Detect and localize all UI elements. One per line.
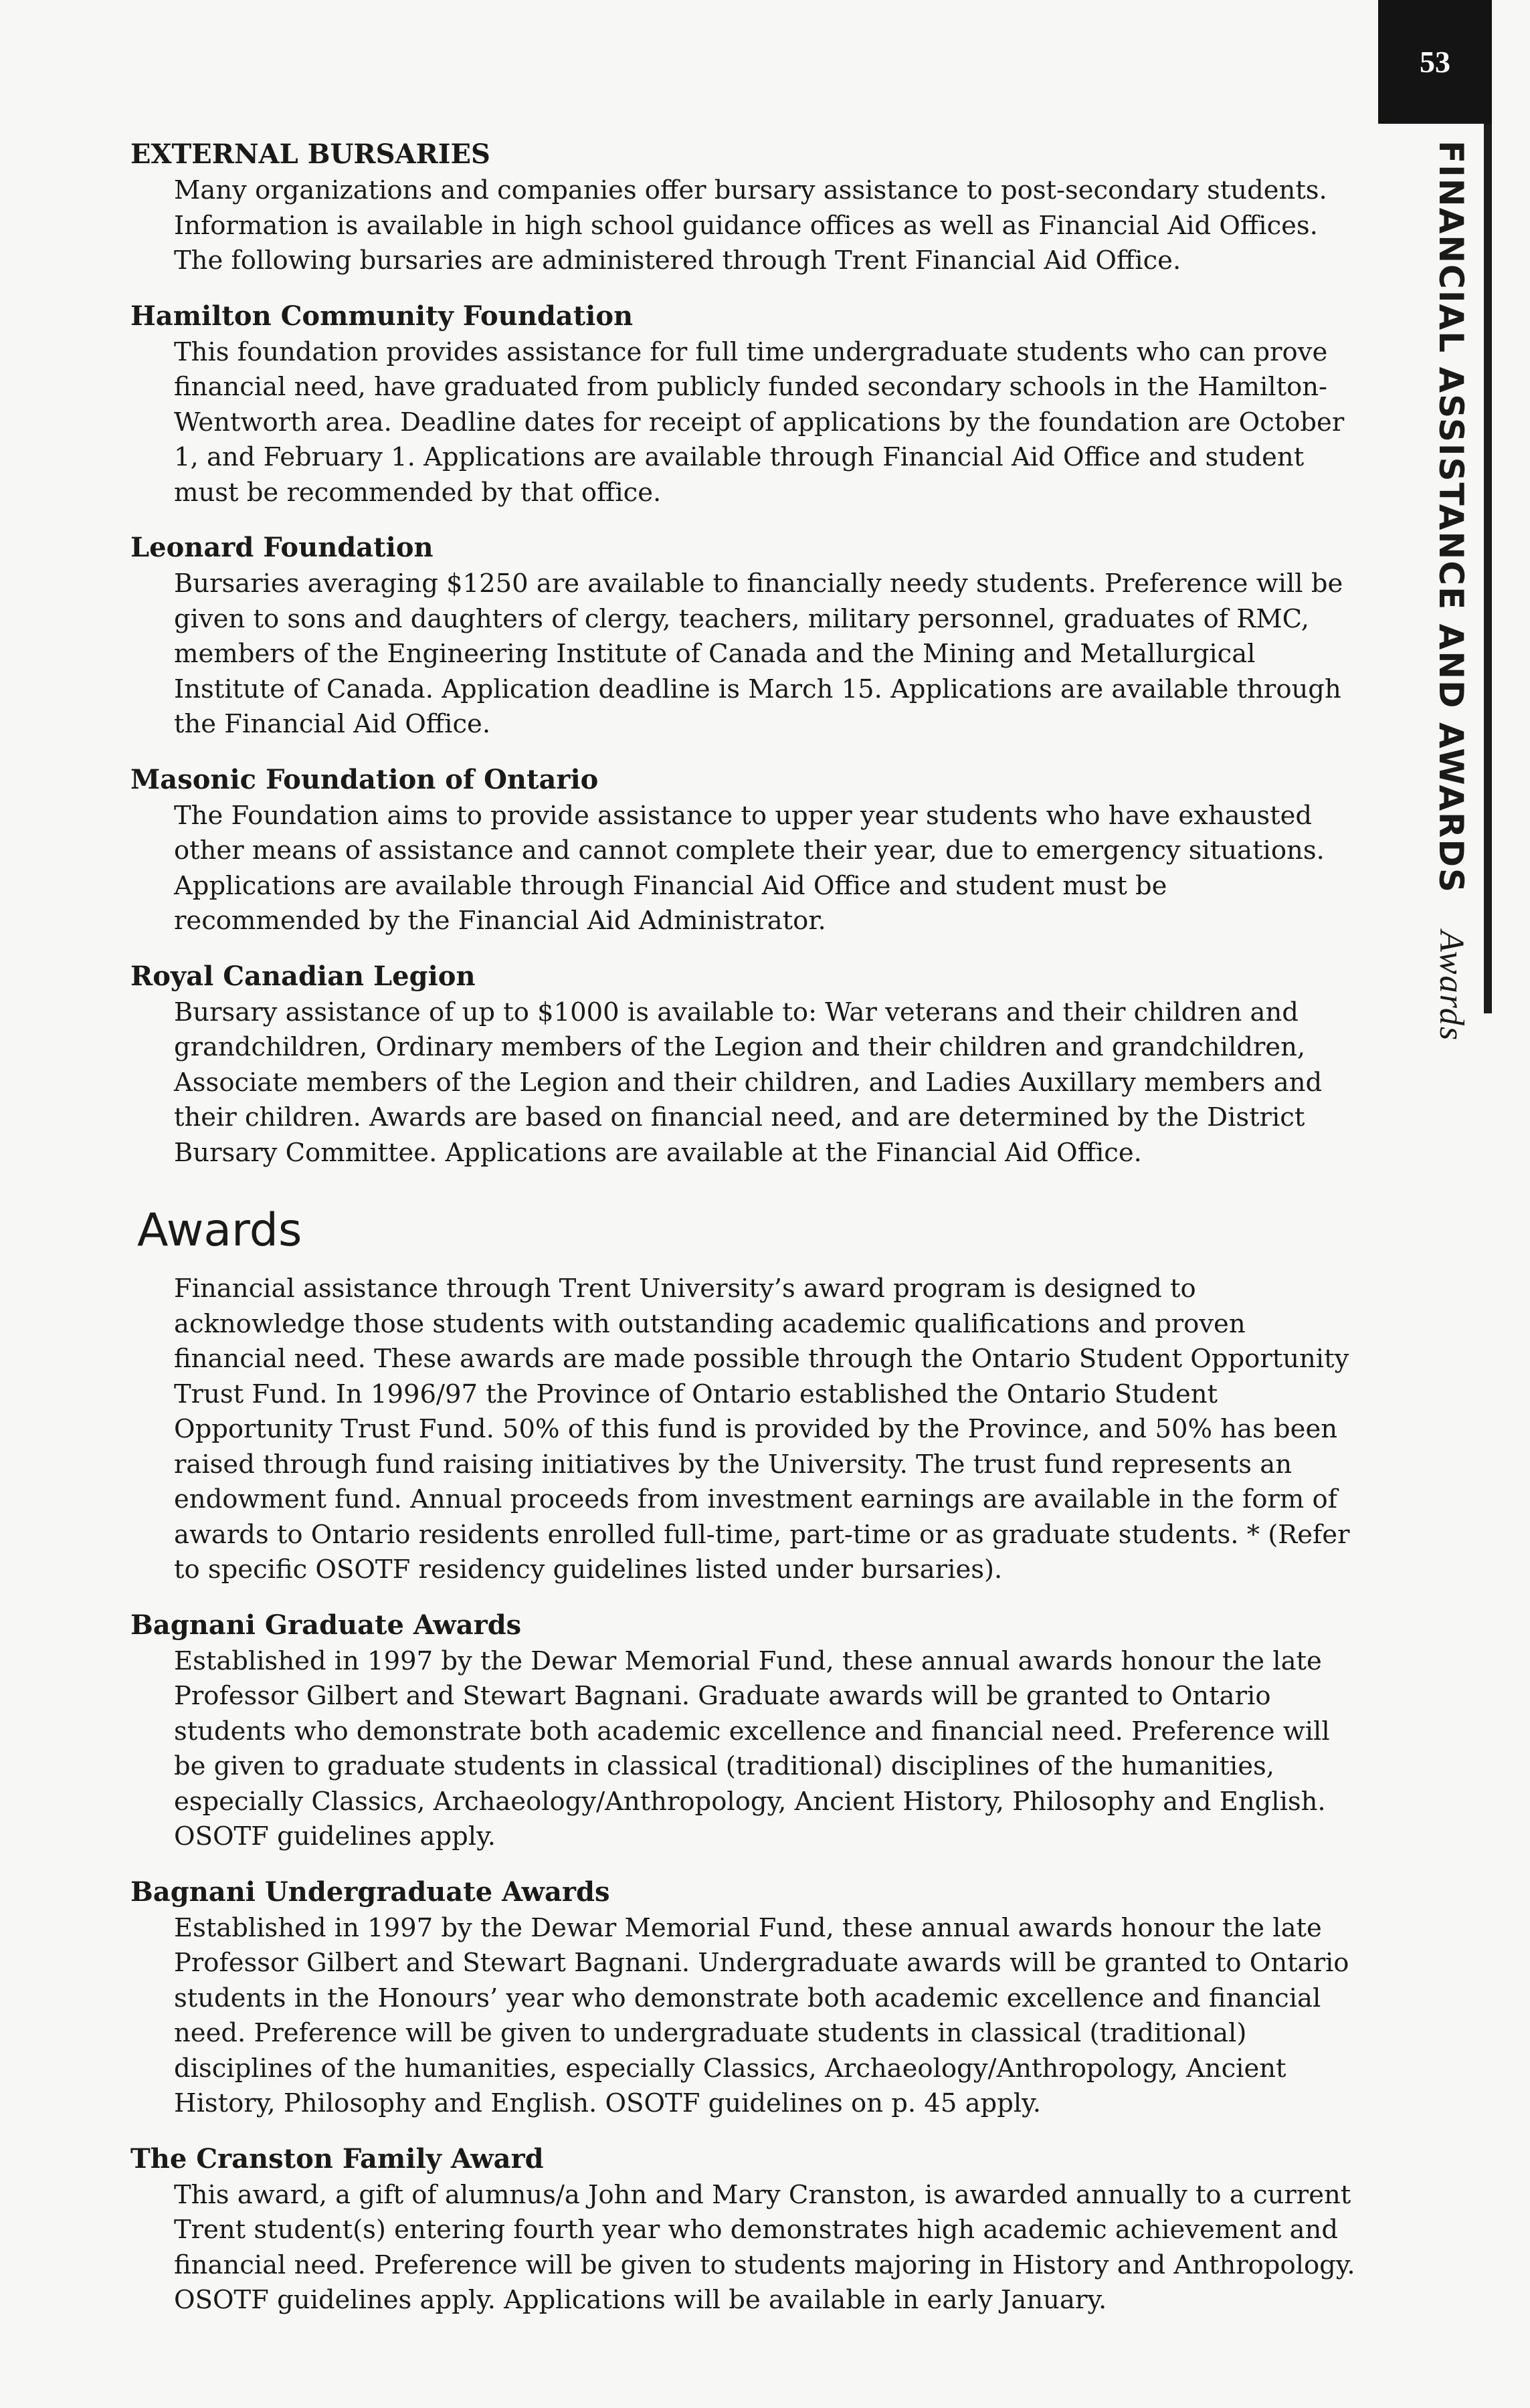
chapter-side-tab — [1432, 140, 1471, 1042]
entry-body: Bursaries averaging $1250 are available to financially needy students. Preference will be given to sons and daughters of clergy, teachers, military personnel, graduates of RMC, members of the Engineering Institute of Canada and the Mining and Metallurgical Institute of Canada. Application deadline is March 15. Applications are available through the Financial Aid Office. — [174, 569, 1343, 739]
bursary-external — [130, 137, 1361, 279]
award-bagnani-undergraduate — [130, 1875, 1361, 2122]
award-bagnani-graduate — [130, 1608, 1361, 1855]
page-number: 53 — [1420, 45, 1450, 79]
entry-title: Masonic Foundation of Ontario — [130, 763, 599, 795]
bursary-hamilton — [130, 299, 1361, 511]
side-bar — [1484, 124, 1492, 1013]
entry-title: Bagnani Undergraduate Awards — [130, 1876, 610, 1908]
entry-body: The Foundation aims to provide assistance to upper year students who have exhausted other means of assistance and cannot complete their year, due to emergency situations. Applications are available through Financial Aid Office and student must be recommended by the Financial Aid Administrator. — [174, 800, 1325, 936]
chapter-title: FINANCIAL ASSISTANCE AND AWARDS — [1432, 140, 1470, 894]
entry-body: Established in 1997 by the Dewar Memorial Fund, these annual awards honour the late Professor Gilbert and Stewart Bagnani. Graduate awards will be granted to Ontario students who demonstrate both academic excellence and financial need. Preference will be given to graduate students in classical (traditional) disciplines of the humanities, especially Classics, Archaeology/Anthropology, Ancient History, Philosophy and English. OSOTF guidelines apply. — [174, 1645, 1330, 1851]
awards-heading: Awards — [137, 1204, 302, 1257]
page-content — [130, 137, 1361, 2338]
page-number-tab — [1378, 0, 1492, 124]
entry-title: Bagnani Graduate Awards — [130, 1609, 522, 1641]
bursary-legion — [130, 959, 1361, 1171]
entry-title: Leonard Foundation — [130, 532, 434, 563]
entry-body: Many organizations and companies offer bursary assistance to post-secondary students. Information is available in high school guidance offices as well as Financial Aid Offices. The following bursaries are administered through Trent Financial Aid Office. — [174, 175, 1327, 276]
entry-title: Royal Canadian Legion — [130, 960, 476, 992]
bursary-leonard — [130, 530, 1361, 742]
entry-body: This foundation provides assistance for full time undergraduate students who can prove financial need, have graduated from publicly funded secondary schools in the Hamilton-Wentworth area. Deadline dates for receipt of applications by the foundation are October 1, and February 1. Applications are available through Financial Aid Office and student must be recommended by that office. — [174, 336, 1345, 508]
entry-body: Bursary assistance of up to $1000 is available to: War veterans and their children and grandchildren, Ordinary members of the Legion and their children and grandchildren, Associate members of the Legion and their children, and Ladies Auxillary members and their children. Awards are based on financial need, and are determined by the District Bursary Committee. Applications are available at the Financial Aid Office. — [174, 997, 1323, 1168]
awards-intro: Financial assistance through Trent University’s award program is designed to acknowledge those students with outstanding academic qualifications and proven financial need. These awards are made possible through the Ontario Student Opportunity Trust Fund. In 1996/97 the Province of Ontario established the Ontario Student Opportunity Trust Fund. 50% of this fund is provided by the Province, and 50% has been raised through fund raising initiatives by the University. The trust fund represents an endowment fund. Annual proceeds from investment earnings are available in the form of awards to Ontario residents enrolled full-time, part-time or as graduate students. * (Refer to specific OSOTF residency guidelines listed under bursaries). — [174, 1274, 1350, 1585]
entry-title: Hamilton Community Foundation — [130, 300, 634, 332]
award-cranston — [130, 2142, 1361, 2318]
entry-title: EXTERNAL BURSARIES — [130, 138, 490, 170]
entry-title: The Cranston Family Award — [130, 2142, 544, 2175]
entry-body: Established in 1997 by the Dewar Memorial Fund, these annual awards honour the late Professor Gilbert and Stewart Bagnani. Undergraduate awards will be granted to Ontario students in the Honours’ year who demonstrate both academic excellence and financial need. Preference will be given to undergraduate students in classical (traditional) disciplines of the humanities, especially Classics, Archaeology/Anthropology, Ancient History, Philosophy and English. OSOTF guidelines on p. 45 apply. — [174, 1912, 1349, 2118]
section-title: Awards — [1432, 930, 1470, 1042]
entry-body: This award, a gift of alumnus/a John and Mary Cranston, is awarded annually to a current Trent student(s) entering fourth year who demonstrates high academic achievement and financial need. Preference will be given to students majoring in History and Anthropology. OSOTF guidelines apply. Applications will be available in early January. — [174, 2179, 1355, 2315]
bursary-masonic — [130, 763, 1361, 939]
